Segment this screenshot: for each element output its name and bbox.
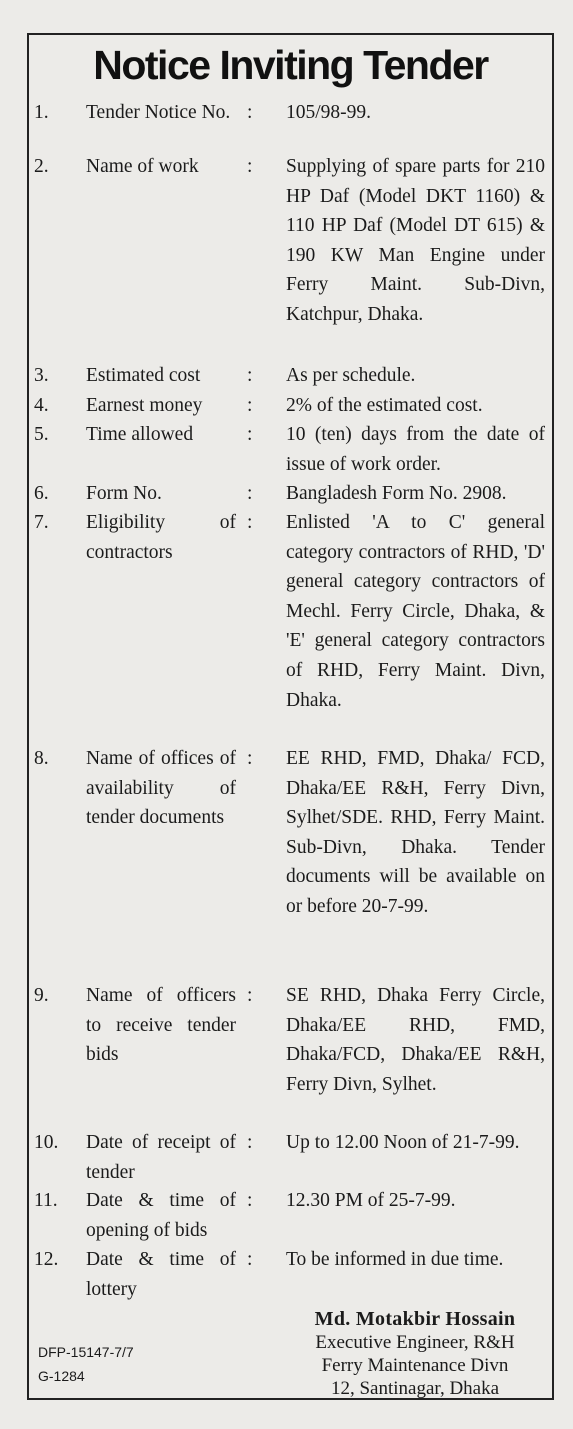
item-separator: : bbox=[247, 1190, 253, 1211]
item-number: 11. bbox=[34, 1190, 58, 1211]
item-separator: : bbox=[247, 985, 253, 1006]
item-separator: : bbox=[247, 1132, 253, 1153]
item-number: 7. bbox=[34, 512, 49, 533]
signatory-name: Md. Motakbir Hossain bbox=[314, 1308, 516, 1330]
item-value: Enlisted 'A to C' general category contractors of RHD, 'D' general category contractors of Mechl. Ferry Circle, Dhaka, & 'E' general category contractors of RHD, Ferry Maint. Divn, Dhaka. bbox=[286, 512, 545, 711]
item-number: 1. bbox=[34, 102, 49, 123]
item-number: 10. bbox=[34, 1132, 59, 1153]
dfp-code: DFP-15147-7/7 bbox=[38, 1344, 134, 1360]
item-separator: : bbox=[247, 483, 253, 504]
item-value: To be informed in due time. bbox=[286, 1249, 504, 1270]
item-separator: : bbox=[247, 748, 253, 769]
item-value: 10 (ten) days from the date of issue of work order. bbox=[286, 424, 545, 475]
item-number: 3. bbox=[34, 365, 49, 386]
item-separator: : bbox=[247, 156, 253, 177]
signature-block bbox=[280, 1308, 550, 1400]
item-number: 2. bbox=[34, 156, 49, 177]
signatory-office: Ferry Maintenance Divn bbox=[321, 1355, 509, 1376]
item-number: 4. bbox=[34, 395, 49, 416]
item-value: Supplying of spare parts for 210 HP Daf (Model DKT 1160) & 110 HP Daf (Model DT 615) & 190 KW Man Engine under Ferry Maint. Sub-Divn, Katchpur, Dhaka. bbox=[286, 156, 545, 325]
item-value: As per schedule. bbox=[286, 365, 416, 386]
signatory-designation: Executive Engineer, R&H bbox=[315, 1332, 515, 1353]
item-label: Name of offices of availability of tender documents bbox=[86, 748, 236, 829]
item-separator: : bbox=[247, 395, 253, 416]
reference-codes bbox=[38, 1340, 134, 1388]
item-separator: : bbox=[247, 365, 253, 386]
item-label: Tender Notice No. bbox=[86, 102, 231, 123]
item-value: Bangladesh Form No. 2908. bbox=[286, 483, 507, 504]
item-separator: : bbox=[247, 102, 253, 123]
item-value: 105/98-99. bbox=[286, 102, 372, 123]
item-separator: : bbox=[247, 512, 253, 533]
item-label: Date & time of opening of bids bbox=[86, 1190, 236, 1241]
item-number: 8. bbox=[34, 748, 49, 769]
item-label: Name of officers to receive tender bids bbox=[86, 985, 236, 1066]
item-number: 6. bbox=[34, 483, 49, 504]
item-value: 2% of the estimated cost. bbox=[286, 395, 483, 416]
item-number: 9. bbox=[34, 985, 49, 1006]
signatory-address: 12, Santinagar, Dhaka bbox=[330, 1378, 500, 1399]
item-value: 12.30 PM of 25-7-99. bbox=[286, 1190, 456, 1211]
item-label: Date & time of lottery bbox=[86, 1249, 236, 1300]
item-label: Form No. bbox=[86, 483, 162, 504]
item-separator: : bbox=[247, 1249, 253, 1270]
item-label: Time allowed bbox=[86, 424, 194, 445]
item-value: EE RHD, FMD, Dhaka/ FCD, Dhaka/EE R&H, Ferry Divn, Sylhet/SDE. RHD, Ferry Maint. Sub-Divn, Dhaka. Tender documents will be available on or before 20-7-99. bbox=[286, 748, 545, 917]
item-label: Name of work bbox=[86, 156, 199, 177]
item-label: Date of receipt of tender bbox=[86, 1132, 236, 1183]
item-label: Estimated cost bbox=[86, 365, 201, 386]
g-code: G-1284 bbox=[38, 1368, 85, 1384]
item-value: SE RHD, Dhaka Ferry Circle, Dhaka/EE RHD, FMD, Dhaka/FCD, Dhaka/EE R&H, Ferry Divn, Sylhet. bbox=[286, 985, 545, 1095]
item-number: 5. bbox=[34, 424, 49, 445]
item-label: Eligibility of contractors bbox=[86, 512, 236, 563]
item-separator: : bbox=[247, 424, 253, 445]
item-value: Up to 12.00 Noon of 21-7-99. bbox=[286, 1132, 520, 1153]
item-number: 12. bbox=[34, 1249, 59, 1270]
notice-title: Notice Inviting Tender bbox=[93, 42, 488, 88]
item-label: Earnest money bbox=[86, 395, 203, 416]
